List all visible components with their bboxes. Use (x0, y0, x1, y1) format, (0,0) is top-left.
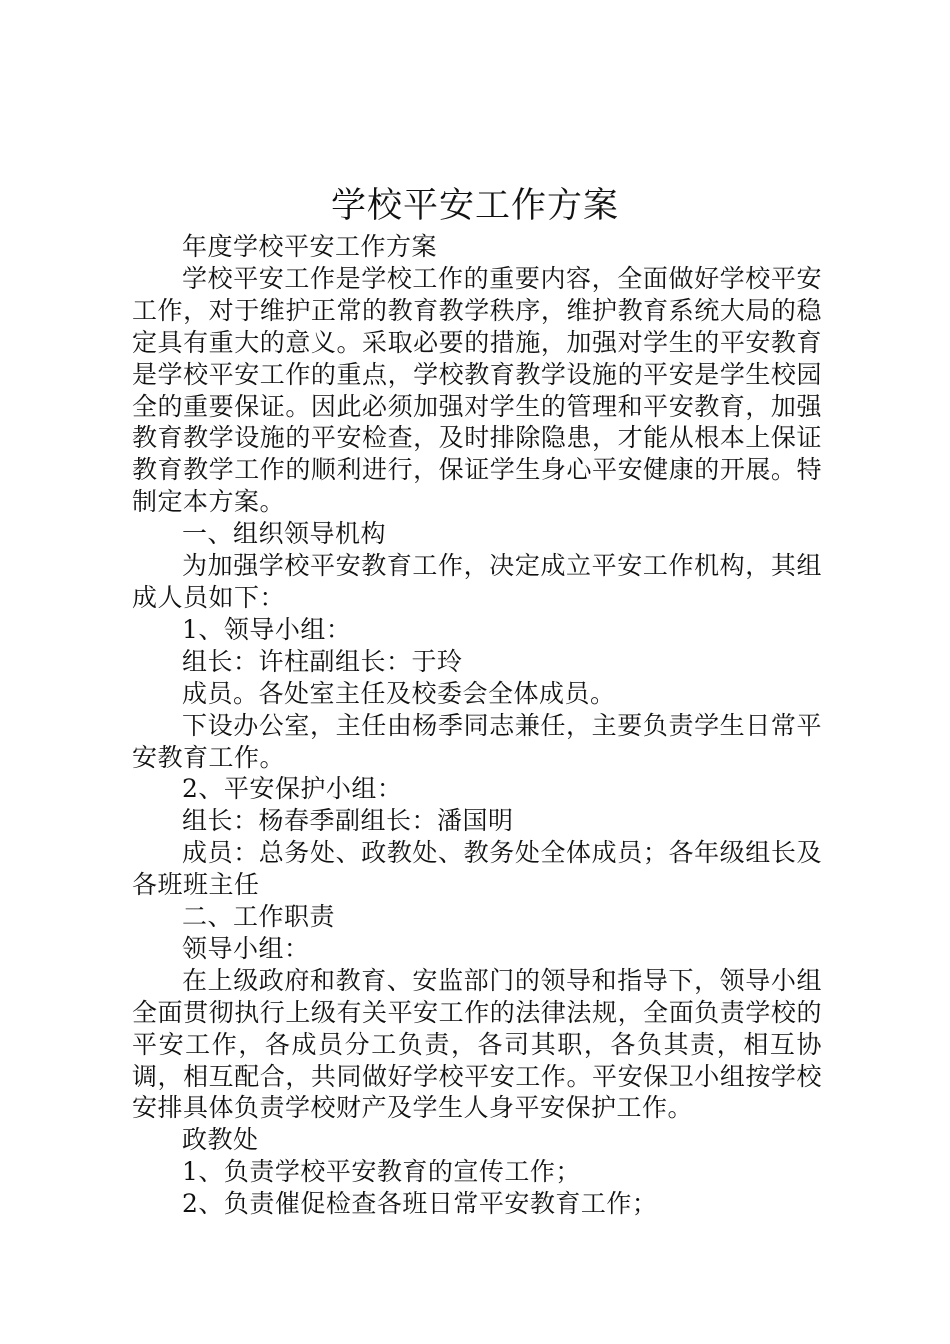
document-title: 学校平安工作方案 (330, 186, 619, 226)
subsection-heading-protection-group: 2、平安保护小组： (182, 774, 403, 804)
document-body (132, 231, 822, 1220)
list-item-duty-1: 1、负责学校平安教育的宣传工作； (182, 1157, 581, 1187)
section-heading-duties: 二、工作职责 (182, 902, 336, 932)
paragraph-protection-leaders: 组长：杨春季副组长：潘国明 (182, 806, 514, 836)
subsection-heading-political-office: 政教处 (182, 1125, 259, 1155)
paragraph-intro: 学校平安工作是学校工作的重要内容，全面做好学校平安工作，对于维护正常的教育教学秩序，维护教育系统大局的稳定具有重大的意义。采取必要的措施，加强对学生的平安教育是学校平安工作的重点，学校教育教学设施的平安是学生校园全的重要保证。因此必须加强对学生的管理和平安教育，加强教育教学设施的平安检查，及时排除隐患，才能从根本上保证教育教学工作的顺利进行，保证学生身心平安健康的开展。特制定本方案。 (132, 263, 822, 517)
list-item-duty-2: 2、负责催促检查各班日常平安教育工作； (182, 1189, 658, 1219)
paragraph-protection-members: 成员：总务处、政教处、教务处全体成员；各年级组长及各班班主任 (132, 838, 822, 900)
paragraph-leadership-leaders: 组长：许柱副组长：于玲 (182, 646, 463, 676)
paragraph-organization-intro: 为加强学校平安教育工作，决定成立平安工作机构，其组成人员如下： (132, 551, 822, 612)
paragraph-leadership-duties: 在上级政府和教育、安监部门的领导和指导下，领导小组全面贯彻执行上级有关平安工作的法律法规，全面负责学校的平安工作，各成员分工负责，各司其职，各负其责，相互协调，相互配合，共同做好学校平安工作。平安保卫小组按学校安排具体负责学校财产及学生人身平安保护工作。 (132, 965, 822, 1123)
subsection-heading-leadership-group: 1、领导小组： (182, 614, 352, 644)
paragraph-leadership-members: 成员。各处室主任及校委会全体成员。 (182, 678, 616, 708)
section-heading-organization: 一、组织领导机构 (182, 519, 387, 549)
subsection-heading-leadership-duties: 领导小组： (182, 933, 310, 963)
paragraph-subtitle: 年度学校平安工作方案 (182, 232, 438, 261)
paragraph-office: 下设办公室，主任由杨季同志兼任，主要负责学生日常平安教育工作。 (132, 710, 822, 772)
